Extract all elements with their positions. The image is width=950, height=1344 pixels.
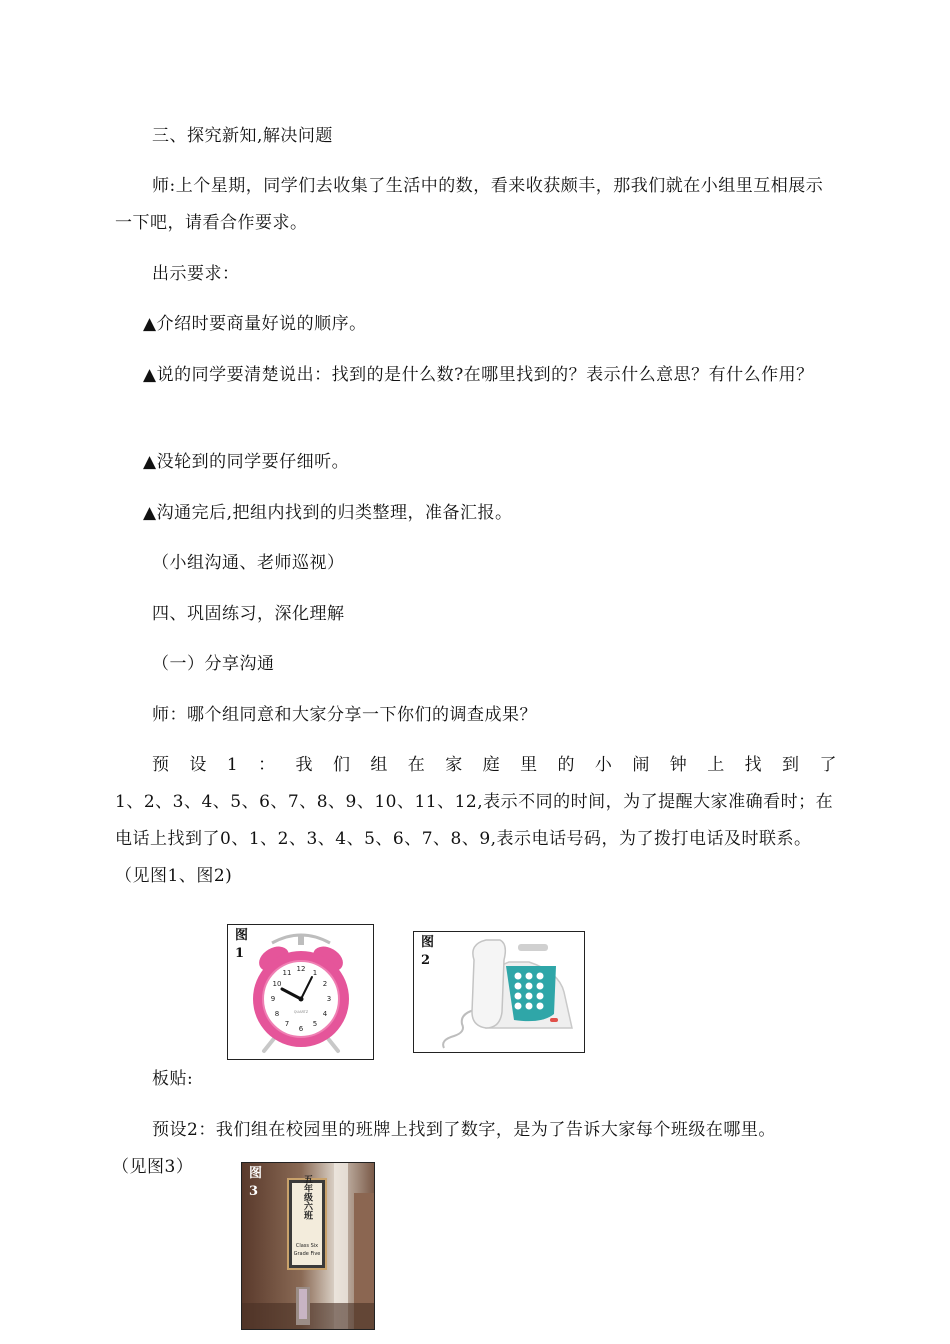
sign-chinese-text: 五年级六班 — [302, 1174, 312, 1220]
figure-2-telephone — [413, 931, 585, 1053]
clock-number-6: 6 — [298, 1025, 304, 1033]
requirement-item-4: ▲沟通完后,把组内找到的归类整理，准备汇报。 — [143, 503, 513, 523]
preset1-body: 1、2、3、4、5、6、7、8、9、10、11、12,表示不同的时间，为了提醒大家准确看时；在电话上找到了0、1、2、3、4、5、6、7、8、9,表示电话号码，为了拨打电话及时联系。（见图1、图2) — [115, 792, 834, 886]
figure-1-alarm-clock — [227, 924, 374, 1060]
clock-number-2: 2 — [322, 980, 328, 988]
clock-number-7: 7 — [284, 1020, 290, 1028]
clock-number-10: 10 — [272, 980, 282, 988]
requirement-item-2: ▲说的同学要清楚说出：找到的是什么数?在哪里找到的？表示什么意思？有什么作用？ — [143, 365, 814, 385]
sign-english-line-2: Grade Five — [293, 1251, 321, 1257]
clock-number-5: 5 — [312, 1020, 318, 1028]
preset2-figure-ref: （见图3） — [112, 1157, 194, 1177]
group-discussion-note: （小组沟通、老师巡视） — [152, 553, 345, 573]
clock-number-8: 8 — [274, 1010, 280, 1018]
telephone-icon — [414, 932, 584, 1052]
teacher-question: 师：哪个组同意和大家分享一下你们的调查成果？ — [152, 705, 537, 725]
figure-3-label: 图3 — [249, 1166, 263, 1199]
figure-2-label: 图2 — [421, 935, 435, 968]
sign-english-line-1: Class Six — [295, 1243, 319, 1249]
subsection-heading-1: （一）分享沟通 — [152, 654, 275, 674]
alarm-clock-icon — [228, 925, 373, 1059]
requirements-heading: 出示要求： — [152, 264, 240, 284]
clock-number-4: 4 — [322, 1010, 328, 1018]
board-label: 板贴: — [152, 1069, 194, 1089]
preset2-paragraph: 预设2：我们组在校园里的班牌上找到了数字，是为了告诉大家每个班级在哪里。 — [152, 1120, 776, 1140]
clock-number-1: 1 — [312, 969, 318, 977]
preset1-first-line: 预设1：我们组在家庭里的小闹钟上找到了 — [152, 755, 837, 775]
figure-1-label: 图1 — [235, 928, 249, 961]
teacher-intro-paragraph: 师:上个星期，同学们去收集了生活中的数，看来收获颇丰，那我们就在小组里互相展示一下吧，请看合作要求。 — [115, 176, 824, 233]
clock-number-3: 3 — [326, 995, 332, 1003]
requirement-item-3: ▲没轮到的同学要仔细听。 — [143, 452, 350, 472]
clock-number-9: 9 — [270, 995, 276, 1003]
clock-brand-text: QUARTZ — [293, 1010, 309, 1014]
clock-number-12: 12 — [296, 965, 306, 973]
section-heading-3: 三、探究新知,解决问题 — [152, 126, 333, 146]
clock-number-11: 11 — [282, 969, 292, 977]
requirement-item-1: ▲介绍时要商量好说的顺序。 — [143, 314, 367, 334]
section-heading-4: 四、巩固练习，深化理解 — [152, 604, 345, 624]
figure-3-class-sign — [241, 1162, 375, 1330]
